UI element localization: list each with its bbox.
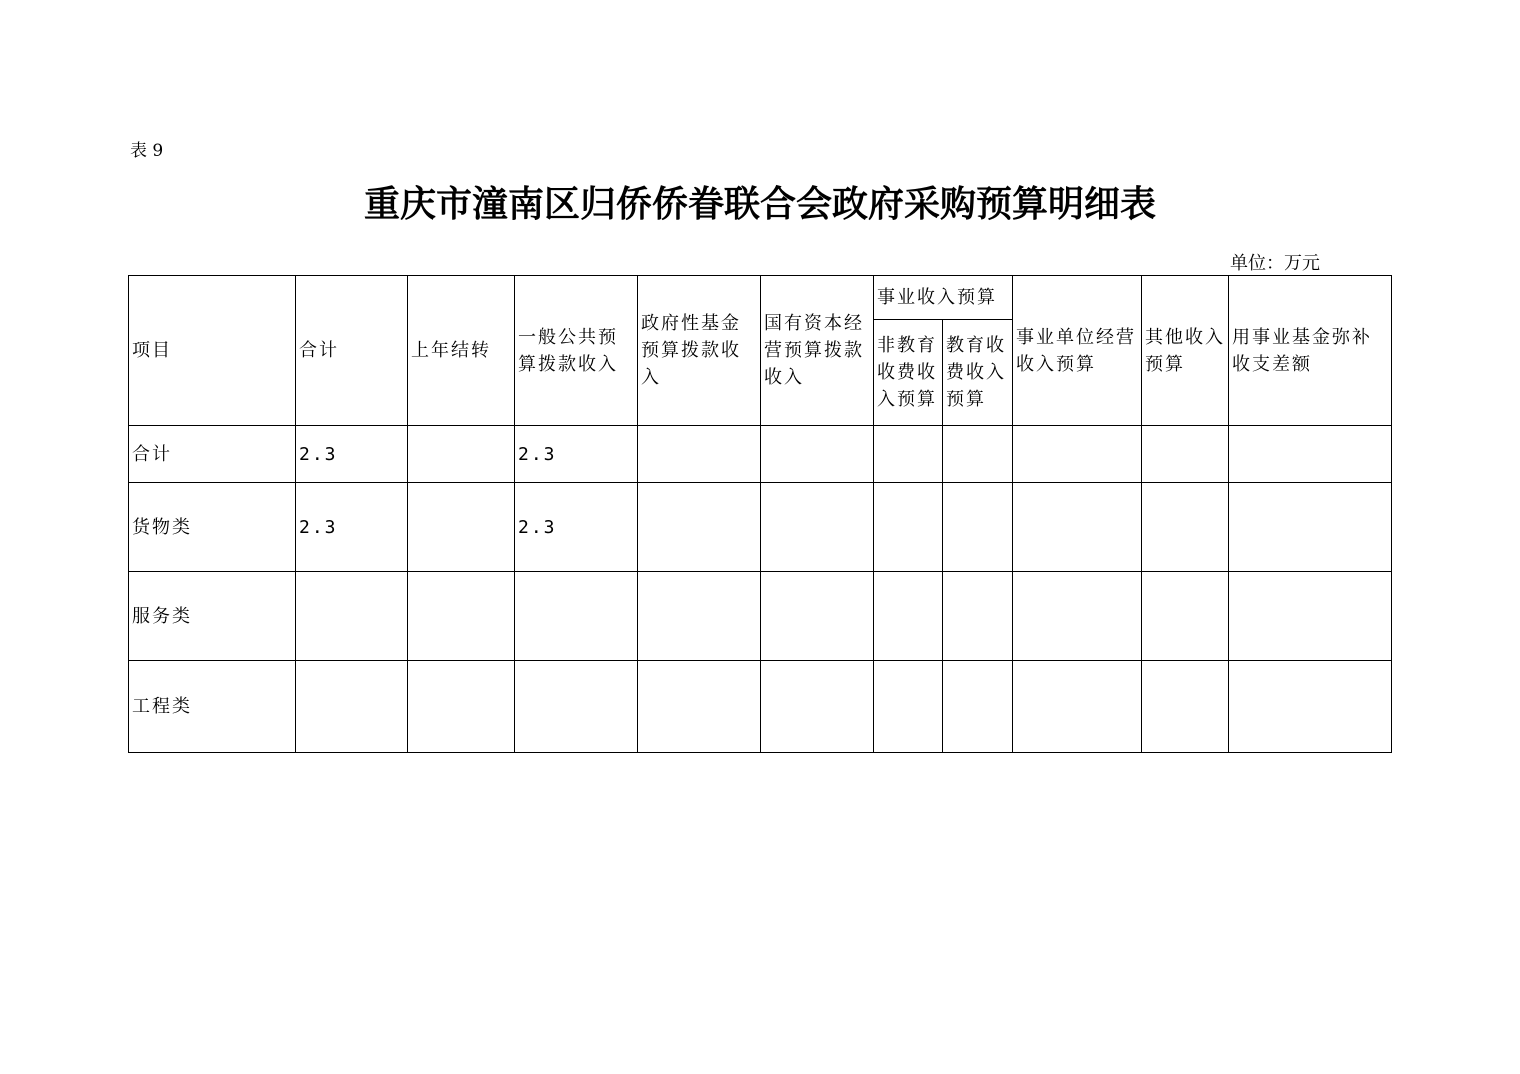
header-other: 其他收入预算	[1142, 276, 1229, 426]
row-state-capital	[761, 483, 874, 572]
header-non-edu-fee: 非教育收费收入预算	[874, 320, 943, 426]
header-edu-fee: 教育收费收入预算	[943, 320, 1013, 426]
row-non-edu-fee	[874, 426, 943, 483]
header-fund-offset: 用事业基金弥补收支差额	[1229, 276, 1392, 426]
row-general-public: 2.3	[515, 426, 638, 483]
table-number: 表 9	[130, 141, 164, 161]
header-unit-operating: 事业单位经营收入预算	[1013, 276, 1142, 426]
table-row	[129, 483, 1392, 572]
row-other	[1142, 483, 1229, 572]
row-state-capital	[761, 572, 874, 661]
unit-label: 单位：万元	[1230, 253, 1320, 274]
row-edu-fee	[943, 483, 1013, 572]
row-gov-fund	[638, 661, 761, 753]
row-fund-offset	[1229, 483, 1392, 572]
table-row	[129, 661, 1392, 753]
row-fund-offset	[1229, 426, 1392, 483]
header-state-capital: 国有资本经营预算拨款收入	[761, 276, 874, 426]
row-unit-operating	[1013, 572, 1142, 661]
row-edu-fee	[943, 572, 1013, 661]
row-total: 2.3	[296, 483, 408, 572]
row-item: 合计	[129, 426, 296, 483]
row-carryover	[408, 483, 515, 572]
row-state-capital	[761, 661, 874, 753]
row-total	[296, 572, 408, 661]
row-total	[296, 661, 408, 753]
table-row	[129, 572, 1392, 661]
row-non-edu-fee	[874, 661, 943, 753]
header-item: 项目	[129, 276, 296, 426]
row-general-public	[515, 661, 638, 753]
procurement-budget-table	[128, 275, 1392, 753]
header-carryover: 上年结转	[408, 276, 515, 426]
row-state-capital	[761, 426, 874, 483]
table-row	[129, 426, 1392, 483]
row-item: 货物类	[129, 483, 296, 572]
row-fund-offset	[1229, 661, 1392, 753]
row-other	[1142, 426, 1229, 483]
row-edu-fee	[943, 661, 1013, 753]
row-carryover	[408, 572, 515, 661]
row-general-public: 2.3	[515, 483, 638, 572]
row-gov-fund	[638, 483, 761, 572]
row-general-public	[515, 572, 638, 661]
row-carryover	[408, 661, 515, 753]
row-non-edu-fee	[874, 483, 943, 572]
row-carryover	[408, 426, 515, 483]
row-item: 服务类	[129, 572, 296, 661]
row-gov-fund	[638, 572, 761, 661]
header-undertaking-group: 事业收入预算	[874, 276, 1013, 320]
row-gov-fund	[638, 426, 761, 483]
row-non-edu-fee	[874, 572, 943, 661]
header-gov-fund: 政府性基金预算拨款收入	[638, 276, 761, 426]
header-general-public: 一般公共预算拨款收入	[515, 276, 638, 426]
row-fund-offset	[1229, 572, 1392, 661]
row-unit-operating	[1013, 661, 1142, 753]
row-edu-fee	[943, 426, 1013, 483]
row-total: 2.3	[296, 426, 408, 483]
row-other	[1142, 572, 1229, 661]
row-unit-operating	[1013, 426, 1142, 483]
header-total: 合计	[296, 276, 408, 426]
row-item: 工程类	[129, 661, 296, 753]
row-other	[1142, 661, 1229, 753]
row-unit-operating	[1013, 483, 1142, 572]
page-title: 重庆市潼南区归侨侨眷联合会政府采购预算明细表	[363, 184, 1156, 225]
